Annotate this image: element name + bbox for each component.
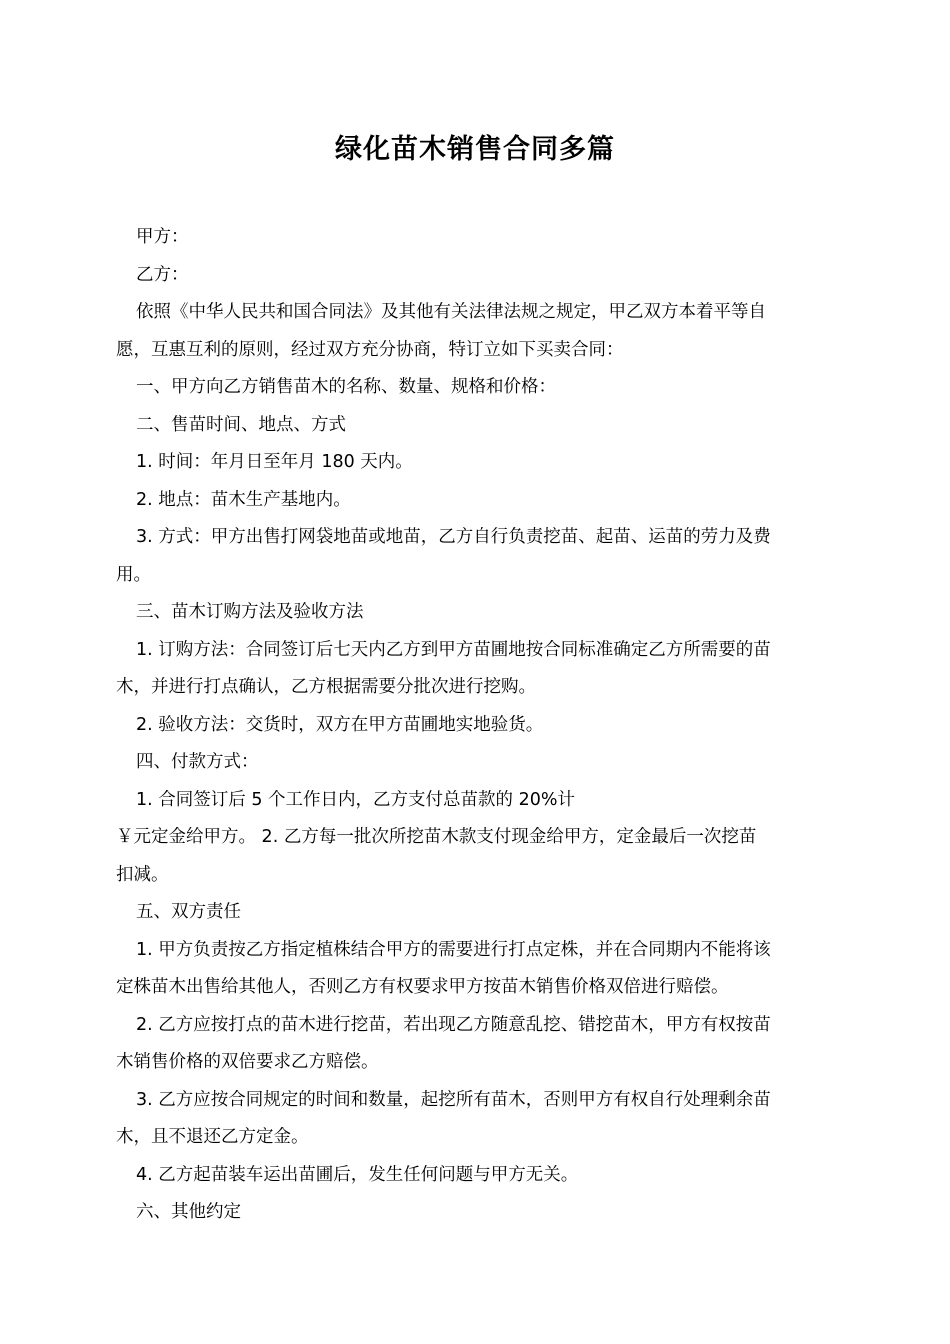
document-line: 木，且不退还乙方定金。: [116, 1127, 309, 1147]
document-line: 3. 乙方应按合同规定的时间和数量，起挖所有苗木，否则甲方有权自行处理剩余苗: [136, 1089, 771, 1110]
document-line: 愿，互惠互利的原则，经过双方充分协商，特订立如下买卖合同：: [116, 339, 624, 360]
document-line: 1. 合同签订后 5 个工作日内，乙方支付总苗款的 20%计: [136, 789, 575, 810]
document-line: 定株苗木出售给其他人，否则乙方有权要求甲方按苗木销售价格双倍进行赔偿。: [116, 977, 729, 997]
document-line: 二、售苗时间、地点、方式: [136, 414, 346, 435]
document-line: 2. 地点：苗木生产基地内。: [136, 489, 351, 510]
document-line: 一、甲方向乙方销售苗木的名称、数量、规格和价格：: [136, 377, 556, 397]
document-line: 乙方：: [136, 264, 189, 285]
document-line: 木销售价格的双倍要求乙方赔偿。: [116, 1052, 379, 1072]
document-line: 五、双方责任: [136, 902, 241, 922]
document-body: [116, 219, 836, 1232]
document-line: 4. 乙方起苗装车运出苗圃后，发生任何问题与甲方无关。: [136, 1164, 579, 1185]
document-line: 1. 订购方法：合同签订后七天内乙方到甲方苗圃地按合同标准确定乙方所需要的苗: [136, 639, 771, 660]
document-line: 四、付款方式：: [136, 752, 259, 772]
document-title: 绿化苗木销售合同多篇: [335, 134, 615, 165]
document-line: 六、其他约定: [136, 1202, 241, 1222]
document-line: 用。: [116, 564, 151, 585]
document-line: 三、苗木订购方法及验收方法: [136, 602, 364, 622]
document-line: 3. 方式：甲方出售打网袋地苗或地苗，乙方自行负责挖苗、起苗、运苗的劳力及费: [136, 527, 771, 547]
document-line: 木，并进行打点确认，乙方根据需要分批次进行挖购。: [116, 677, 536, 697]
document-line: 依照《中华人民共和国合同法》及其他有关法律法规之规定，甲乙双方本着平等自: [136, 302, 766, 322]
document-line: 扣减。: [116, 864, 169, 885]
document-line: 2. 乙方应按打点的苗木进行挖苗，若出现乙方随意乱挖、错挖苗木，甲方有权按苗: [136, 1014, 771, 1035]
document-line: 2. 验收方法：交货时，双方在甲方苗圃地实地验货。: [136, 714, 544, 735]
document-line: ￥元定金给甲方。 2. 乙方每一批次所挖苗木款支付现金给甲方，定金最后一次挖苗: [116, 827, 757, 847]
document-line: 甲方：: [136, 227, 189, 247]
document-line: 1. 时间：年月日至年月 180 天内。: [136, 452, 413, 472]
document-line: 1. 甲方负责按乙方指定植株结合甲方的需要进行打点定株，并在合同期内不能将该: [136, 939, 771, 960]
